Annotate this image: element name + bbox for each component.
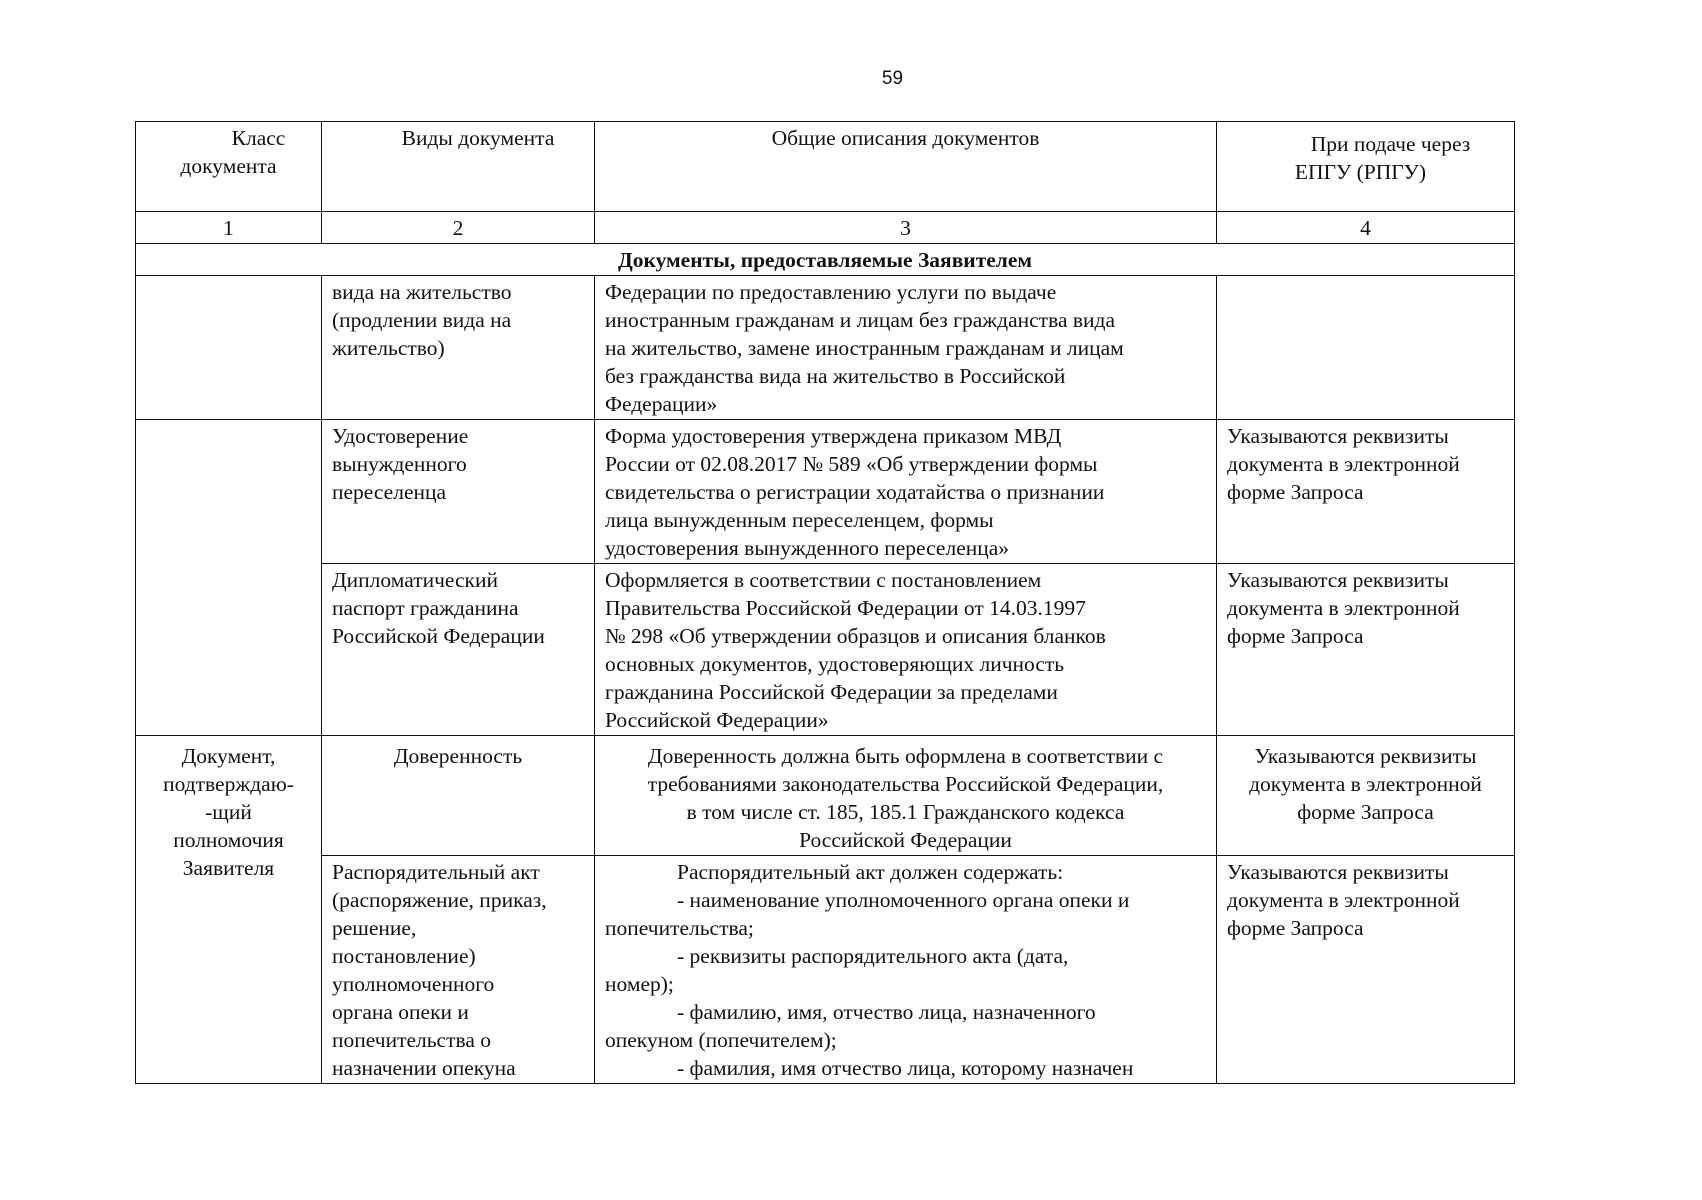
cell-line: Оформляется в соответствии с постановлением (605, 568, 1042, 592)
column-number-1: 1 (136, 212, 322, 244)
cell-line: попечительства; (605, 916, 754, 940)
cell-line: жительство) (332, 336, 445, 360)
row-b-kind (322, 420, 595, 564)
cell-line: Российской Федерации» (605, 708, 829, 732)
row-e-kind (322, 856, 595, 1084)
row-a-kind (322, 276, 595, 420)
cell-line: Указываются реквизиты (1254, 744, 1477, 768)
header-descriptions-text: Общие описания документов (771, 126, 1040, 150)
header-class (136, 122, 322, 212)
cell-line: уполномоченного (332, 972, 495, 996)
cell-line: полномочия (173, 828, 284, 852)
row-c-epgu (1217, 564, 1515, 736)
documents-table (135, 121, 1515, 1084)
cell-line: Доверенность (393, 744, 523, 768)
cell-line: Российской Федерации (799, 828, 1012, 852)
cell-line: Распорядительный акт (332, 860, 540, 884)
cell-line: на жительство, замене иностранным гражданам и лицам (605, 336, 1124, 360)
row-e-description (595, 856, 1217, 1084)
cell-line: форме Запроса (1227, 480, 1364, 504)
cell-line: вынужденного (332, 452, 467, 476)
row-a-epgu (1217, 276, 1515, 420)
cell-line: (продлении вида на (332, 308, 512, 332)
column-number-3: 3 (595, 212, 1217, 244)
column-number-4: 4 (1217, 212, 1515, 244)
cell-line: Заявителя (182, 856, 275, 880)
cell-line: требованиями законодательства Российской Федерации, (647, 772, 1164, 796)
table-row (136, 276, 1515, 420)
cell-line: - фамилия, имя отчество лица, которому назначен (677, 1056, 1134, 1080)
cell-line: решение, (332, 916, 417, 940)
table-header-row (136, 122, 1515, 212)
cell-line: попечительства о (332, 1028, 492, 1052)
cell-line: без гражданства вида на жительство в Российской (605, 364, 1066, 388)
cell-line: Федерации» (605, 392, 718, 416)
row-c-description (595, 564, 1217, 736)
cell-line: опекуном (попечителем); (605, 1028, 837, 1052)
cell-line: удостоверения вынужденного переселенца» (605, 536, 1010, 560)
row-b-description (595, 420, 1217, 564)
cell-line: свидетельства о регистрации ходатайства о признании (605, 480, 1105, 504)
row-e-epgu (1217, 856, 1515, 1084)
table-row (136, 564, 1515, 736)
row-d-epgu (1217, 736, 1515, 856)
row-b-class (136, 420, 322, 736)
cell-line: документа в электронной (1249, 772, 1482, 796)
table-row (136, 736, 1515, 856)
cell-line: постановление) (332, 944, 476, 968)
header-class-line-2: документа (180, 154, 277, 178)
cell-line: паспорт гражданина (332, 596, 519, 620)
cell-line: документа в электронной (1227, 452, 1460, 476)
row-d-class (136, 736, 322, 1084)
cell-line: гражданина Российской Федерации за пределами (605, 680, 1058, 704)
cell-line: Федерации по предоставлению услуги по выдаче (605, 280, 1057, 304)
cell-line: вида на жительство (332, 280, 512, 304)
cell-line: Документ, (181, 744, 276, 768)
row-a-description (595, 276, 1217, 420)
cell-line: Форма удостоверения утверждена приказом МВД (605, 424, 1062, 448)
cell-line: Удостоверение (332, 424, 469, 448)
cell-line: -щий (205, 800, 252, 824)
cell-line: Указываются реквизиты (1227, 568, 1449, 592)
header-epgu-line-2: ЕПГУ (РПГУ) (1294, 160, 1427, 184)
row-d-kind (322, 736, 595, 856)
table-row (136, 856, 1515, 1084)
row-a-class (136, 276, 322, 420)
cell-line: форме Запроса (1227, 916, 1364, 940)
cell-line: форме Запроса (1227, 624, 1364, 648)
cell-line: Распорядительный акт должен содержать: (677, 860, 1064, 884)
cell-line: назначении опекуна (332, 1056, 516, 1080)
cell-line: иностранным гражданам и лицам без гражданства вида (605, 308, 1115, 332)
section-row (136, 244, 1515, 276)
cell-line: Дипломатический (332, 568, 498, 592)
header-class-line-1: Класс (231, 126, 286, 150)
header-descriptions (595, 122, 1217, 212)
cell-line: номер); (605, 972, 674, 996)
section-title: Документы, предоставляемые Заявителем (136, 244, 1515, 276)
column-number-2: 2 (322, 212, 595, 244)
cell-line: - фамилию, имя, отчество лица, назначенного (677, 1000, 1096, 1024)
row-c-kind (322, 564, 595, 736)
cell-line: Указываются реквизиты (1227, 424, 1449, 448)
cell-line: России от 02.08.2017 № 589 «Об утверждении формы (605, 452, 1098, 476)
cell-line: Российской Федерации (332, 624, 545, 648)
cell-line: переселенца (332, 480, 447, 504)
cell-line: - наименование уполномоченного органа опеки и (677, 888, 1130, 912)
row-d-description (595, 736, 1217, 856)
cell-line: Указываются реквизиты (1227, 860, 1449, 884)
cell-line: Доверенность должна быть оформлена в соответствии с (647, 744, 1164, 768)
row-b-epgu (1217, 420, 1515, 564)
page-number: 59 (881, 68, 904, 89)
cell-line: Правительства Российской Федерации от 14.03.1997 (605, 596, 1086, 620)
header-kinds-text: Виды документа (401, 126, 555, 150)
header-epgu (1217, 122, 1515, 212)
cell-line: документа в электронной (1227, 596, 1460, 620)
cell-line: - реквизиты распорядительного акта (дата, (677, 944, 1069, 968)
cell-line: № 298 «Об утверждении образцов и описания бланков (605, 624, 1106, 648)
header-kinds (322, 122, 595, 212)
column-numbers-row (136, 212, 1515, 244)
cell-line: лица вынужденным переселенцем, формы (605, 508, 994, 532)
header-epgu-line-1: При подаче через (1310, 132, 1471, 156)
cell-line: подтверждаю- (163, 772, 294, 796)
cell-line: органа опеки и (332, 1000, 469, 1024)
cell-line: основных документов, удостоверяющих личность (605, 652, 1065, 676)
cell-line: (распоряжение, приказ, (332, 888, 547, 912)
cell-line: документа в электронной (1227, 888, 1460, 912)
table-row (136, 420, 1515, 564)
cell-line: в том числе ст. 185, 185.1 Гражданского кодекса (686, 800, 1125, 824)
cell-line: форме Запроса (1297, 800, 1434, 824)
